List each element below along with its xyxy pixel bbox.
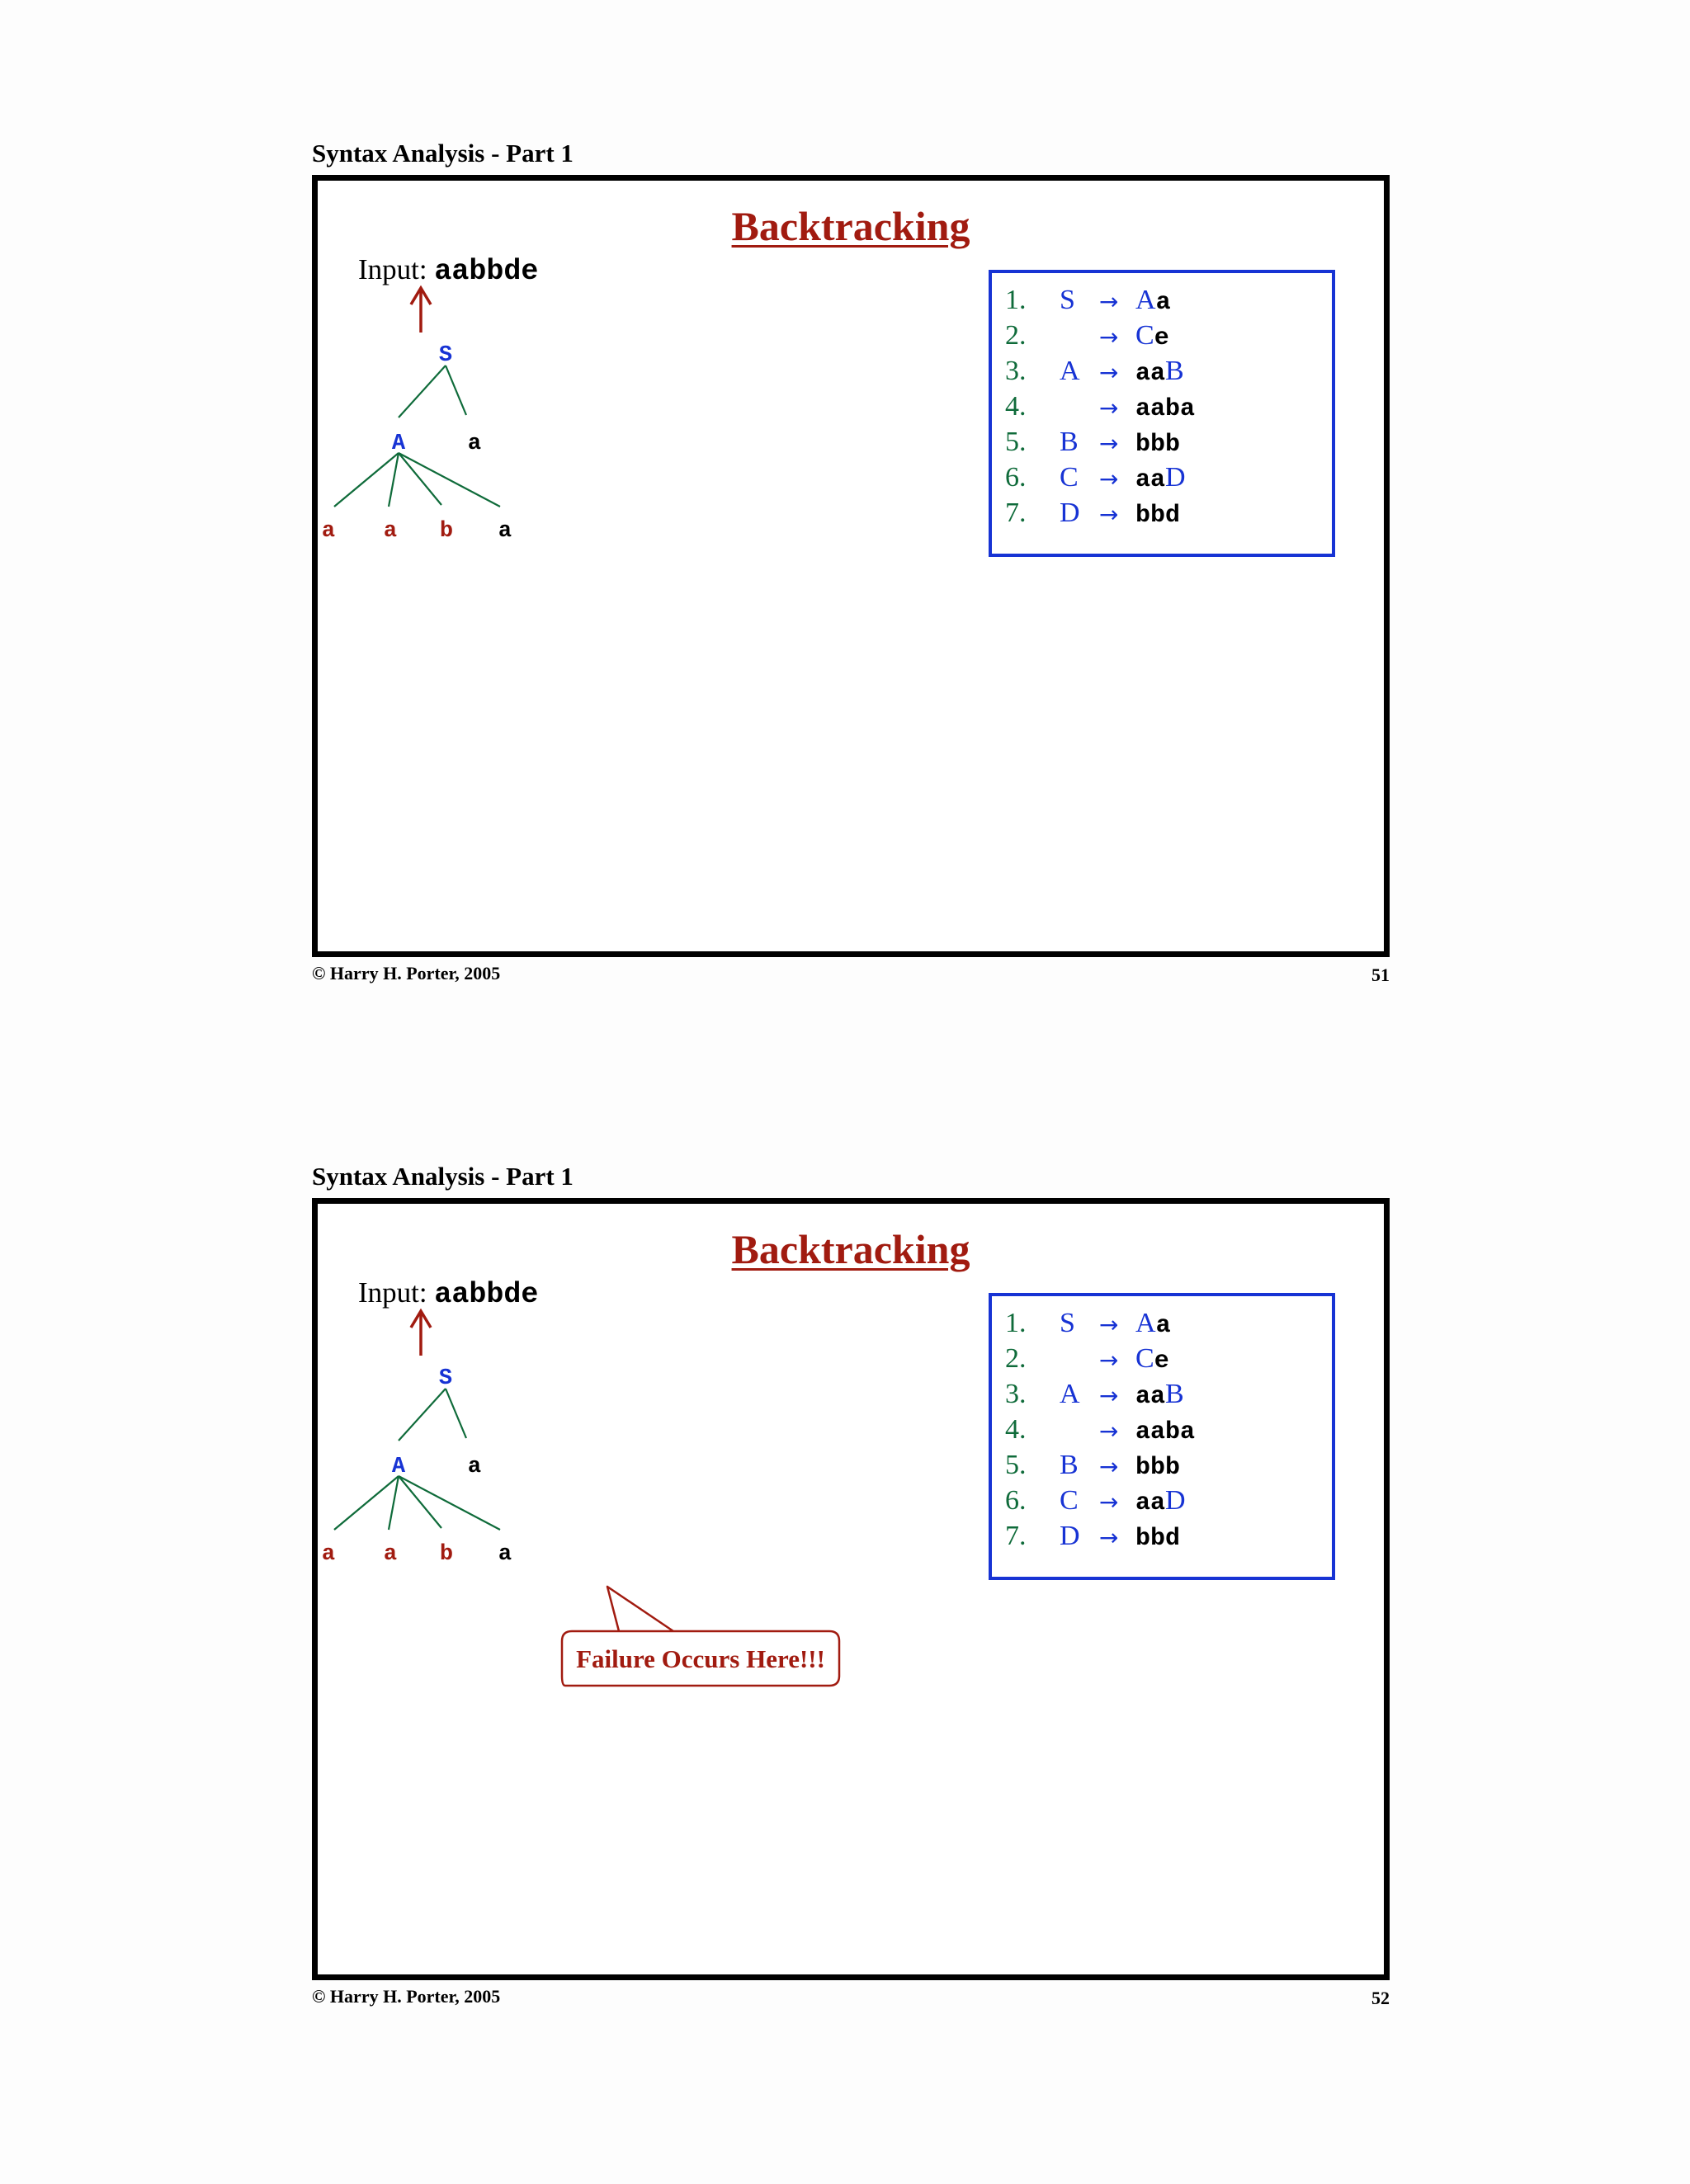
grammar-rules-box bbox=[989, 270, 1335, 557]
rule-number: 3. bbox=[1005, 356, 1027, 386]
rule-rhs bbox=[1135, 1308, 1171, 1340]
rule-number: 4. bbox=[1005, 391, 1027, 422]
rhs-terminal: a bbox=[1155, 1312, 1171, 1340]
rule-rhs bbox=[1135, 462, 1186, 494]
rhs-terminal: a bbox=[1155, 289, 1171, 317]
edge-a-leaf3 bbox=[399, 453, 441, 505]
edge-a-leaf3 bbox=[399, 1476, 441, 1528]
rhs-nonterminal: D bbox=[1165, 1485, 1186, 1516]
rule-lhs: A bbox=[1060, 1379, 1080, 1409]
rule-rhs bbox=[1135, 1379, 1184, 1411]
edge-a-leaf1 bbox=[334, 1476, 399, 1530]
rhs-terminal: bbd bbox=[1135, 1525, 1181, 1553]
rule-number: 7. bbox=[1005, 498, 1027, 528]
rule-rhs bbox=[1135, 1343, 1169, 1375]
tree-node-root: S bbox=[438, 343, 453, 368]
rule-number: 6. bbox=[1005, 462, 1027, 493]
rule-arrow-icon: → bbox=[1099, 465, 1119, 493]
rule-arrow-icon: → bbox=[1099, 1524, 1119, 1551]
rhs-nonterminal: B bbox=[1165, 356, 1184, 386]
slide-title: Backtracking bbox=[731, 1226, 970, 1272]
rhs-terminal: aaba bbox=[1135, 1418, 1196, 1446]
failure-callout bbox=[562, 1587, 839, 1686]
rule-lhs: C bbox=[1060, 1485, 1079, 1516]
rule-lhs: S bbox=[1060, 1308, 1075, 1338]
rule-rhs bbox=[1135, 356, 1184, 388]
edge-a-leaf1 bbox=[334, 453, 399, 507]
rule-lhs: B bbox=[1060, 427, 1079, 457]
rule-number: 5. bbox=[1005, 1450, 1027, 1480]
edge-s-a-terminal bbox=[446, 1389, 466, 1438]
tree-node-root: S bbox=[438, 1366, 453, 1391]
tree-leaf-2: a bbox=[383, 519, 398, 544]
rule-rhs bbox=[1135, 1450, 1180, 1482]
rhs-terminal: aa bbox=[1135, 1489, 1166, 1517]
rule-lhs: S bbox=[1060, 285, 1075, 315]
rule-arrow-icon: → bbox=[1099, 394, 1119, 422]
rhs-terminal: aaba bbox=[1135, 395, 1196, 423]
rule-lhs: D bbox=[1060, 1521, 1080, 1551]
rule-rhs bbox=[1135, 320, 1169, 352]
rhs-nonterminal: C bbox=[1135, 320, 1154, 351]
rhs-nonterminal: C bbox=[1135, 1343, 1154, 1374]
rule-rhs bbox=[1135, 498, 1180, 530]
copyright-footer: © Harry H. Porter, 2005 bbox=[312, 1986, 501, 2007]
slide-header: Syntax Analysis - Part 1 bbox=[312, 1162, 574, 1191]
rule-lhs: A bbox=[1060, 356, 1080, 386]
rule-arrow-icon: → bbox=[1099, 359, 1119, 386]
rhs-terminal: e bbox=[1154, 324, 1169, 352]
slide-title: Backtracking bbox=[731, 203, 970, 249]
rule-number: 4. bbox=[1005, 1414, 1027, 1445]
rule-lhs: D bbox=[1060, 498, 1080, 528]
rule-rhs bbox=[1135, 285, 1171, 317]
input-label: Input: bbox=[358, 253, 427, 285]
rhs-terminal: aa bbox=[1135, 466, 1166, 494]
rule-arrow-icon: → bbox=[1099, 1453, 1119, 1480]
slide-frame bbox=[312, 1198, 1390, 1980]
tree-node-a-nonterminal: A bbox=[391, 1455, 406, 1479]
rule-number: 2. bbox=[1005, 1343, 1027, 1374]
input-pointer-arrow-icon bbox=[411, 1311, 431, 1356]
rhs-terminal: bbb bbox=[1135, 1454, 1181, 1482]
tree-node-a-terminal: a bbox=[467, 1455, 482, 1479]
rule-rhs bbox=[1135, 391, 1195, 423]
rule-number: 1. bbox=[1005, 1308, 1027, 1338]
tree-leaf-4: a bbox=[498, 1542, 512, 1567]
rhs-terminal: aa bbox=[1135, 360, 1166, 388]
rule-rhs bbox=[1135, 427, 1180, 459]
input-pointer-arrow-icon bbox=[411, 288, 431, 333]
tree-leaf-3: b bbox=[439, 1542, 454, 1567]
rhs-nonterminal: B bbox=[1165, 1379, 1184, 1409]
rule-arrow-icon: → bbox=[1099, 1311, 1119, 1338]
rhs-terminal: bbb bbox=[1135, 431, 1181, 459]
grammar-rules-box bbox=[989, 1293, 1335, 1580]
page-number: 51 bbox=[1371, 965, 1390, 985]
rule-number: 2. bbox=[1005, 320, 1027, 351]
rule-number: 7. bbox=[1005, 1521, 1027, 1551]
rule-arrow-icon: → bbox=[1099, 1382, 1119, 1409]
rule-number: 3. bbox=[1005, 1379, 1027, 1409]
rhs-terminal: aa bbox=[1135, 1383, 1166, 1411]
rule-arrow-icon: → bbox=[1099, 1347, 1119, 1374]
tree-leaf-1: a bbox=[321, 1542, 336, 1567]
rule-arrow-icon: → bbox=[1099, 323, 1119, 351]
copyright-footer: © Harry H. Porter, 2005 bbox=[312, 963, 501, 984]
callout-text: Failure Occurs Here!!! bbox=[576, 1644, 825, 1673]
rule-number: 1. bbox=[1005, 285, 1027, 315]
input-value: aabbde bbox=[434, 1278, 539, 1311]
tree-leaf-4: a bbox=[498, 519, 512, 544]
rule-arrow-icon: → bbox=[1099, 288, 1119, 315]
slide-header: Syntax Analysis - Part 1 bbox=[312, 139, 574, 167]
input-value: aabbde bbox=[434, 255, 539, 288]
edge-s-a bbox=[399, 366, 446, 417]
rhs-nonterminal: A bbox=[1135, 285, 1156, 315]
rule-number: 5. bbox=[1005, 427, 1027, 457]
slide-frame bbox=[312, 175, 1390, 957]
rhs-terminal: bbd bbox=[1135, 502, 1181, 530]
rule-arrow-icon: → bbox=[1099, 430, 1119, 457]
rule-rhs bbox=[1135, 1521, 1180, 1553]
edge-a-leaf4 bbox=[399, 1476, 500, 1530]
edge-a-leaf4 bbox=[399, 453, 500, 507]
rule-arrow-icon: → bbox=[1099, 1417, 1119, 1445]
rhs-terminal: e bbox=[1154, 1347, 1169, 1375]
page-number: 52 bbox=[1371, 1988, 1390, 2008]
tree-leaf-3: b bbox=[439, 519, 454, 544]
tree-node-a-terminal: a bbox=[467, 432, 482, 456]
rule-arrow-icon: → bbox=[1099, 501, 1119, 528]
edge-s-a-terminal bbox=[446, 366, 466, 415]
rule-lhs: C bbox=[1060, 462, 1079, 493]
rule-arrow-icon: → bbox=[1099, 1488, 1119, 1516]
tree-leaf-2: a bbox=[383, 1542, 398, 1567]
input-label: Input: bbox=[358, 1276, 427, 1309]
tree-node-a-nonterminal: A bbox=[391, 432, 406, 456]
edge-s-a bbox=[399, 1389, 446, 1441]
tree-leaf-1: a bbox=[321, 519, 336, 544]
rule-rhs bbox=[1135, 1414, 1195, 1446]
rule-lhs: B bbox=[1060, 1450, 1079, 1480]
rule-number: 6. bbox=[1005, 1485, 1027, 1516]
rule-rhs bbox=[1135, 1485, 1186, 1517]
rhs-nonterminal: D bbox=[1165, 462, 1186, 493]
rhs-nonterminal: A bbox=[1135, 1308, 1156, 1338]
